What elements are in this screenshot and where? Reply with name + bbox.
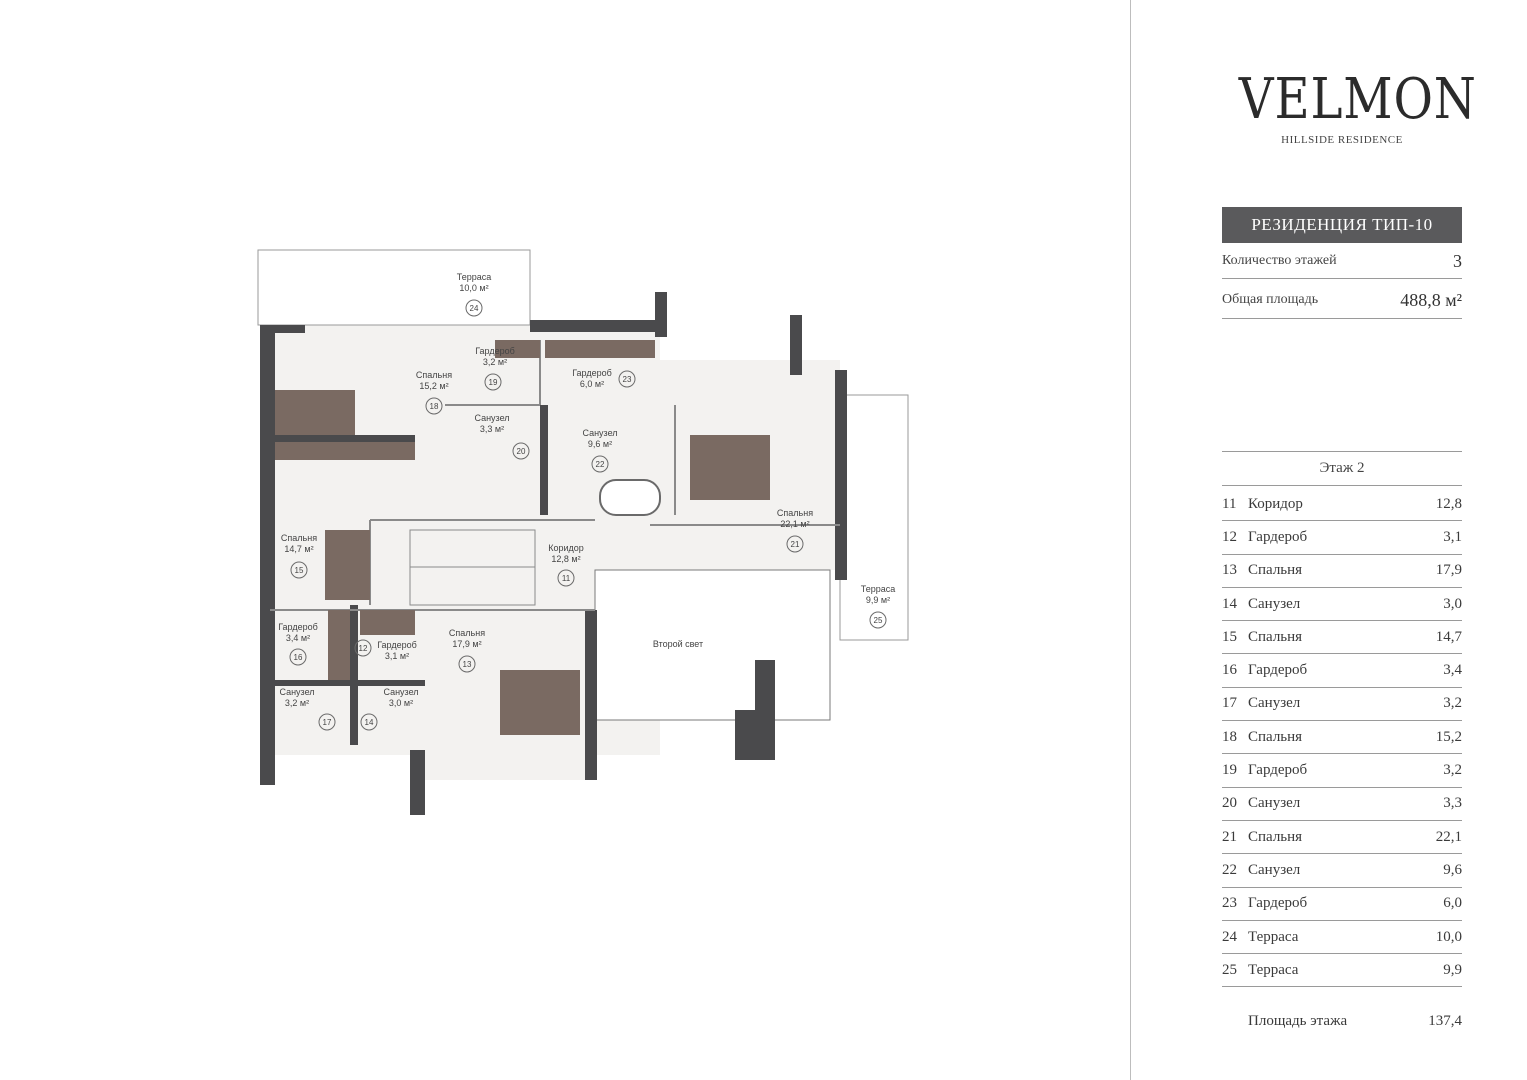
list-item bbox=[1222, 754, 1462, 787]
room-area: 14,7 bbox=[1435, 628, 1462, 645]
room-number: 13 bbox=[1222, 562, 1237, 579]
room-number: 21 bbox=[1222, 828, 1237, 845]
room-number: 22 bbox=[1222, 861, 1237, 878]
floor-title: Этаж 2 bbox=[1222, 451, 1462, 486]
room-name: Гардероб bbox=[1248, 895, 1308, 912]
room-name: Терраса bbox=[1248, 928, 1299, 945]
total-area-label: Общая площадь bbox=[1222, 292, 1319, 307]
room-area: 15,2 bbox=[1435, 728, 1462, 745]
room-number: 23 bbox=[1222, 895, 1237, 912]
room-23-area: 6,0 м² bbox=[579, 379, 605, 389]
room-name: Санузел bbox=[1248, 795, 1301, 812]
brand-subtitle: HILLSIDE RESIDENCE bbox=[1281, 134, 1403, 146]
room-area: 17,9 bbox=[1435, 562, 1462, 579]
list-item bbox=[1222, 588, 1462, 621]
room-area: 10,0 bbox=[1435, 928, 1462, 945]
brand-block bbox=[1222, 67, 1477, 146]
room-area: 12,8 bbox=[1435, 495, 1462, 512]
page-divider bbox=[1130, 0, 1131, 1080]
room-number: 20 bbox=[1222, 795, 1237, 812]
list-item bbox=[1222, 688, 1462, 721]
room-16-name: Гардероб bbox=[278, 622, 318, 632]
room-name: Санузел bbox=[1248, 595, 1301, 612]
floors-count-row bbox=[1222, 244, 1462, 279]
list-item bbox=[1222, 521, 1462, 554]
room-list bbox=[1222, 488, 1462, 987]
list-item bbox=[1222, 954, 1462, 987]
room-22-name: Санузел bbox=[582, 428, 618, 438]
room-13-num: 13 bbox=[462, 660, 472, 669]
room-20-name: Санузел bbox=[474, 413, 510, 423]
room-19-name: Гардероб bbox=[475, 346, 515, 356]
room-name: Спальня bbox=[1248, 728, 1303, 745]
brand-logo: VELMON bbox=[1238, 67, 1477, 132]
total-area-value: 488,8 м² bbox=[1400, 289, 1462, 310]
room-13-name: Спальня bbox=[448, 628, 486, 638]
room-number: 12 bbox=[1222, 528, 1237, 545]
room-number: 25 bbox=[1222, 961, 1237, 978]
room-name: Гардероб bbox=[1248, 528, 1308, 545]
room-area: 3,2 bbox=[1443, 762, 1462, 779]
room-number: 11 bbox=[1222, 495, 1237, 512]
room-number: 16 bbox=[1222, 662, 1237, 679]
room-area: 3,2 bbox=[1443, 695, 1462, 712]
room-area: 6,0 bbox=[1443, 895, 1462, 912]
room-14-num: 14 bbox=[364, 718, 374, 727]
room-name: Гардероб bbox=[1248, 762, 1308, 779]
room-name: Спальня bbox=[1248, 828, 1303, 845]
second-light-void bbox=[595, 570, 830, 720]
room-13-area: 17,9 м² bbox=[452, 639, 482, 649]
room-name: Терраса bbox=[1248, 961, 1299, 978]
floor-total-value: 137,4 bbox=[1428, 1012, 1462, 1029]
room-area: 3,0 bbox=[1443, 595, 1462, 612]
room-name: Спальня bbox=[1248, 628, 1303, 645]
room-14-area: 3,0 м² bbox=[388, 698, 414, 708]
room-area: 3,3 bbox=[1443, 795, 1462, 812]
floor-total-row bbox=[1222, 1007, 1462, 1035]
room-name: Санузел bbox=[1248, 861, 1301, 878]
room-16-area: 3,4 м² bbox=[285, 633, 311, 643]
list-item bbox=[1222, 854, 1462, 887]
room-area: 9,6 bbox=[1443, 861, 1462, 878]
room-23-num: 23 bbox=[622, 375, 632, 384]
room-20-num: 20 bbox=[516, 447, 526, 456]
room-20-area: 3,3 м² bbox=[479, 424, 505, 434]
list-item bbox=[1222, 921, 1462, 954]
room-11-num: 11 bbox=[561, 574, 571, 583]
room-24-num: 24 bbox=[469, 304, 479, 313]
room-12-area: 3,1 м² bbox=[384, 651, 410, 661]
list-item bbox=[1222, 654, 1462, 687]
room-15-num: 15 bbox=[294, 566, 304, 575]
room-18-name: Спальня bbox=[415, 370, 453, 380]
room-21-name: Спальня bbox=[776, 508, 814, 518]
room-19-area: 3,2 м² bbox=[482, 357, 508, 367]
room-number: 24 bbox=[1222, 928, 1237, 945]
room-16-num: 16 bbox=[293, 653, 303, 662]
floors-count-label: Количество этажей bbox=[1222, 253, 1337, 268]
room-18-area: 15,2 м² bbox=[419, 381, 449, 391]
floor-total-label: Площадь этажа bbox=[1248, 1012, 1348, 1029]
list-item bbox=[1222, 488, 1462, 521]
room-area: 3,1 bbox=[1443, 528, 1462, 545]
room-25-num: 25 bbox=[873, 616, 883, 625]
room-24-area: 10,0 м² bbox=[459, 283, 489, 293]
room-name: Коридор bbox=[1248, 495, 1303, 512]
room-17-num: 17 bbox=[322, 718, 332, 727]
room-25-area: 9,9 м² bbox=[865, 595, 891, 605]
room-15-area: 14,7 м² bbox=[284, 544, 314, 554]
list-item bbox=[1222, 821, 1462, 854]
room-number: 17 bbox=[1222, 695, 1237, 712]
room-19-num: 19 bbox=[488, 378, 498, 387]
room-number: 15 bbox=[1222, 628, 1237, 645]
room-name: Спальня bbox=[1248, 562, 1303, 579]
room-11-area: 12,8 м² bbox=[551, 554, 581, 564]
room-area: 9,9 bbox=[1443, 961, 1462, 978]
room-21-area: 22,1 м² bbox=[780, 519, 810, 529]
room-17-name: Санузел bbox=[279, 687, 315, 697]
list-item bbox=[1222, 721, 1462, 754]
total-area-row bbox=[1222, 282, 1462, 319]
list-item bbox=[1222, 555, 1462, 588]
room-18-num: 18 bbox=[429, 402, 439, 411]
bathtub bbox=[600, 480, 660, 515]
room-number: 14 bbox=[1222, 595, 1237, 612]
room-number: 19 bbox=[1222, 762, 1237, 779]
floors-count-value: 3 bbox=[1453, 250, 1462, 271]
room-12-name: Гардероб bbox=[377, 640, 417, 650]
list-item bbox=[1222, 788, 1462, 821]
terrace-24 bbox=[258, 250, 530, 325]
floor-plan bbox=[250, 230, 920, 820]
residence-type-header: РЕЗИДЕНЦИЯ ТИП-10 bbox=[1222, 207, 1462, 243]
room-14-name: Санузел bbox=[383, 687, 419, 697]
room-17-area: 3,2 м² bbox=[284, 698, 310, 708]
room-12-num: 12 bbox=[358, 644, 368, 653]
room-area: 22,1 bbox=[1435, 828, 1462, 845]
second-light-label: Второй свет bbox=[652, 639, 704, 649]
room-name: Санузел bbox=[1248, 695, 1301, 712]
room-23-name: Гардероб bbox=[572, 368, 612, 378]
room-15-name: Спальня bbox=[280, 533, 318, 543]
room-number: 18 bbox=[1222, 728, 1237, 745]
room-area: 3,4 bbox=[1443, 662, 1462, 679]
room-24-name: Терраса bbox=[456, 272, 492, 282]
list-item bbox=[1222, 621, 1462, 654]
room-22-num: 22 bbox=[595, 460, 605, 469]
room-21-num: 21 bbox=[790, 540, 800, 549]
room-25-name: Терраса bbox=[860, 584, 896, 594]
room-11-name: Коридор bbox=[548, 543, 584, 553]
list-item bbox=[1222, 888, 1462, 921]
room-22-area: 9,6 м² bbox=[587, 439, 613, 449]
room-name: Гардероб bbox=[1248, 662, 1308, 679]
